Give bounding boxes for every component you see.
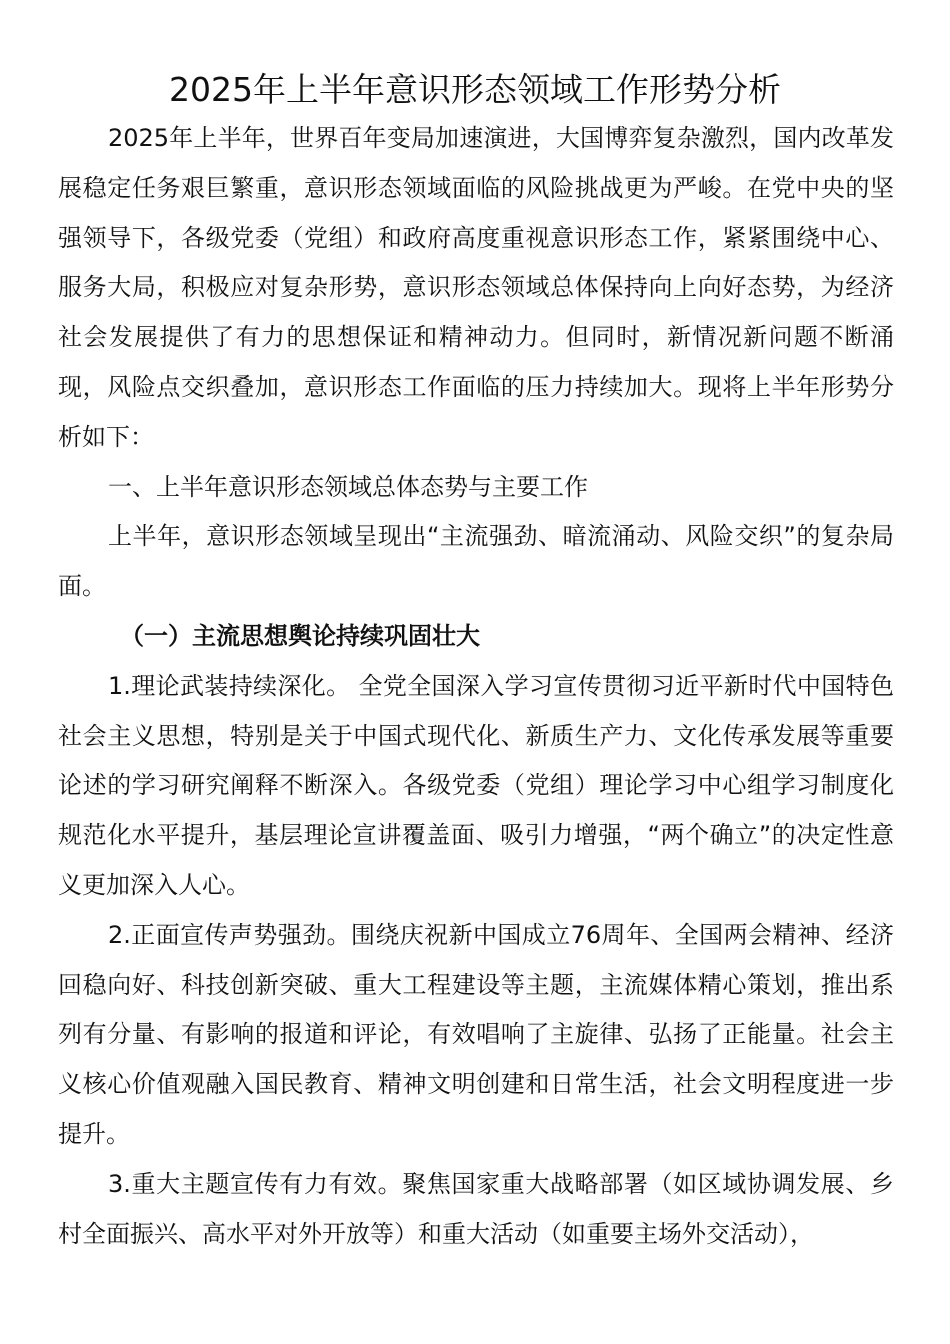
document-body (58, 114, 894, 1259)
section-heading: 一、上半年意识形态领域总体态势与主要工作 (108, 472, 588, 501)
item-paragraph-3: 3.重大主题宣传有力有效。聚焦国家重大战略部署（如区域协调发展、乡村全面振兴、高水平对外开放等）和重大活动（如重要主场外交活动）， (58, 1169, 894, 1248)
intro-paragraph: 2025年上半年，世界百年变局加速演进，大国博弈复杂激烈，国内改革发展稳定任务艰巨繁重，意识形态领域面临的风险挑战更为严峻。在党中央的坚强领导下，各级党委（党组）和政府高度重视意识形态工作，紧紧围绕中心、服务大局，积极应对复杂形势，意识形态领域总体保持向上向好态势，为经济社会发展提供了有力的思想保证和精神动力。但同时，新情况新问题不断涌现，风险点交织叠加，意识形态工作面临的压力持续加大。现将上半年形势分析如下： (58, 124, 894, 451)
item-paragraph-1: 1.理论武装持续深化。 全党全国深入学习宣传贯彻习近平新时代中国特色社会主义思想，特别是关于中国式现代化、新质生产力、文化传承发展等重要论述的学习研究阐释不断深入。各级党委（党组）理论学习中心组学习制度化规范化水平提升，基层理论宣讲覆盖面、吸引力增强，“两个确立”的决定性意义更加深入人心。 (58, 671, 894, 899)
section-summary-paragraph: 上半年，意识形态领域呈现出“主流强劲、暗流涌动、风险交织”的复杂局面。 (58, 522, 894, 601)
item-paragraph-2: 2.正面宣传声势强劲。围绕庆祝新中国成立76周年、全国两会精神、经济回稳向好、科技创新突破、重大工程建设等主题，主流媒体精心策划，推出系列有分量、有影响的报道和评论，有效唱响了主旋律、弘扬了正能量。社会主义核心价值观融入国民教育、精神文明创建和日常生活，社会文明程度进一步提升。 (58, 920, 894, 1148)
subsection-heading: （一）主流思想舆论持续巩固壮大 (120, 621, 480, 650)
document-title: 2025年上半年意识形态领域工作形势分析 (169, 70, 781, 109)
